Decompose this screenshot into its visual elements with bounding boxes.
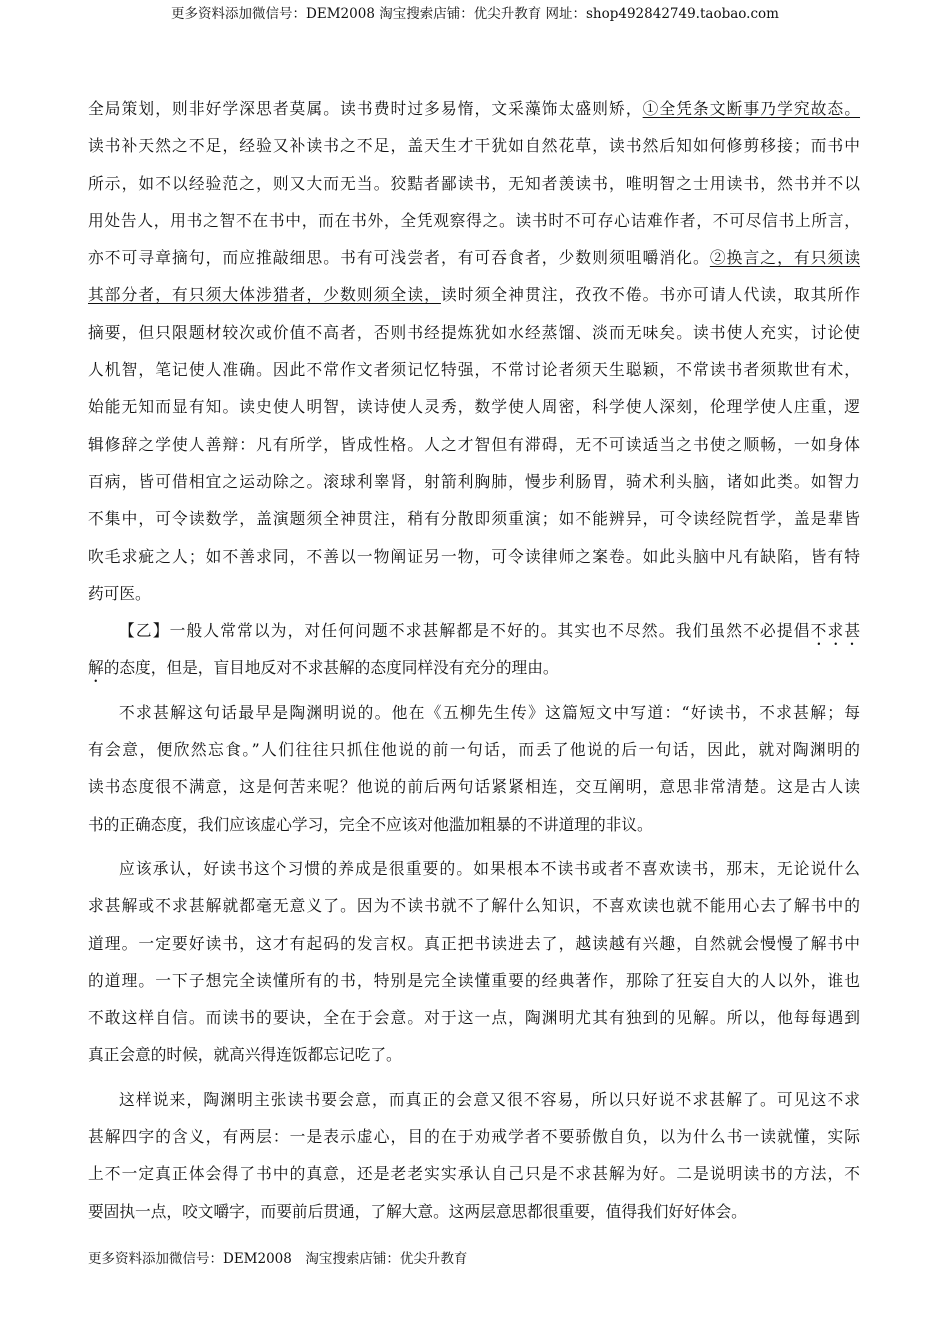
text-line: 求甚解或不求甚解就都毫无意义了。因为不读书就不了解什么知识，不喜欢读也就不能用心去了解书中的 [88,896,860,916]
text-line: 读书补天然之不足，经验又补读书之不足，盖天生才干犹如自然花草，读书然后知如何修剪移接；而书中 [88,136,860,156]
text-line: 应该承认，好读书这个习惯的养成是很重要的。如果根本不读书或者不喜欢读书，那末，无论说什么 [119,858,860,878]
text-line: 这样说来，陶渊明主张读书要会意，而真正的会意又很不容易，所以只好说不求甚解了。可见这不求 [119,1089,860,1109]
text-line: 的道理。一下子想完全读懂所有的书，特别是完全读懂重要的经典著作，那除了狂妄自大的人以外，谁也 [88,970,860,990]
text-line: 不敢这样自信。而读书的要诀，全在于会意。对于这一点，陶渊明尤其有独到的见解。所以，他每每遇到 [88,1008,860,1028]
text-line: 人机智，笔记使人准确。因此不常作文者须记忆特强，不常讨论者须天生聪颖，不常读书者须欺世有术， [88,360,860,380]
text-line: 所示，如不以经验范之，则又大而无当。狡黠者鄙读书，无知者羡读书，唯明智之士用读书，然书并不以 [88,173,860,193]
page-footer: 更多资料添加微信号：DEM2008 淘宝搜索店铺：优尖升教育 [88,1251,468,1267]
passage-jia [88,90,860,612]
text-line: 读书态度很不满意，这是何苦来呢？他说的前后两句话紧紧相连，交互阐明，意思非常清楚。这是古人读 [88,777,860,797]
text-line: 辑修辞之学使人善辩：凡有所学，皆成性格。人之才智但有滞碍，无不可读适当之书使之顺畅，一如身体 [88,434,860,454]
text-line: 其部分者，有只须大体涉猎者，少数则须全读，读时须全神贯注，孜孜不倦。书亦可请人代读，取其所作 [88,285,861,305]
passage-yi [88,612,860,1230]
text-line: 亦不可寻章摘句，而应推敲细思。书有可浅尝者，有可吞食者，少数则须咀嚼消化。②换言之，有只须读 [88,248,861,268]
underlined-sentence-2-cont: 其部分者，有只须大体涉猎者，少数则须全读， [88,285,441,305]
text-line: 吹毛求疵之人；如不善求同，不善以一物阐证另一物，可令读律师之案卷。如此头脑中凡有缺陷，皆有特 [88,546,860,566]
text-line: 甚解四字的含义，有两层：一是表示虚心，目的在于劝戒学者不要骄傲自负，以为什么书一读就懂，实际 [88,1127,860,1147]
text-line: 始能无知而显有知。读史使人明智，读诗使人灵秀，数学使人周密，科学使人深刻，伦理学使人庄重，逻 [88,397,860,417]
text-line: 百病，皆可借相宜之运动除之。滚球利睾肾，射箭利胸肺，慢步利肠胃，骑术利头脑，诸如此类。如智力 [88,471,860,491]
text-line: 不集中，可令读数学，盖演题须全神贯注，稍有分散即须重演；如不能辨异，可令读经院哲学，盖是辈皆 [88,509,860,529]
text-line: 【乙】一般人常常以为，对任何问题不求甚解都是不好的。其实也不尽然。我们虽然不必提倡不求甚 [119,621,861,641]
text-line: 有会意，便欣然忘食。”人们往往只抓住他说的前一句话，而丢了他说的后一句话，因此，就对陶渊明的 [88,740,860,760]
underlined-sentence-2: ②换言之，有只须读 [709,248,861,268]
text-line: 道理。一定要好读书，这才有起码的发言权。真正把书读进去了，越读越有兴趣，自然就会慢慢了解书中 [88,933,860,953]
text-line: 上不一定真正体会得了书中的真意，还是老老实实承认自己只是不求甚解为好。二是说明读书的方法，不 [88,1164,860,1184]
text-line: 不求甚解这句话最早是陶渊明说的。他在《五柳先生传》这篇短文中写道：“好读书，不求甚解；每 [119,702,860,722]
text-line: 真正会意的时候，就高兴得连饭都忘记吃了。 [88,1045,402,1065]
text-line: 书的正确态度，我们应该虚心学习，完全不应该对他滥加粗暴的不讲道理的非议。 [88,814,653,834]
emphasized-term-cont: 解 [88,658,104,678]
text-line: 解的态度，但是，盲目地反对不求甚解的态度同样没有充分的理由。 [88,658,559,678]
document-body [88,90,860,1230]
text-line: 要固执一点，咬文嚼字，而要前后贯通，了解大意。这两层意思都很重要，值得我们好好体会。 [88,1201,747,1221]
text-line: 用处告人，用书之智不在书中，而在书外，全凭观察得之。读书时不可存心诘难作者，不可尽信书上所言， [88,210,860,230]
text-line: 药可医。 [88,583,151,603]
emphasized-term: 不求甚 [810,621,861,641]
page-header: 更多资料添加微信号：DEM2008 淘宝搜索店铺：优尖升教育 网址：shop492842749.taobao.com [171,6,779,22]
text-line: 全局策划，则非好学深思者莫属。读书费时过多易惰，文采藻饰太盛则矫，①全凭条文断事乃学究故态。 [88,99,861,118]
text-line: 摘要，但只限题材较次或价值不高者，否则书经提炼犹如水经蒸馏、淡而无味矣。读书使人充实，讨论使 [88,322,860,342]
underlined-sentence-1: ①全凭条文断事乃学究故态。 [642,99,861,118]
